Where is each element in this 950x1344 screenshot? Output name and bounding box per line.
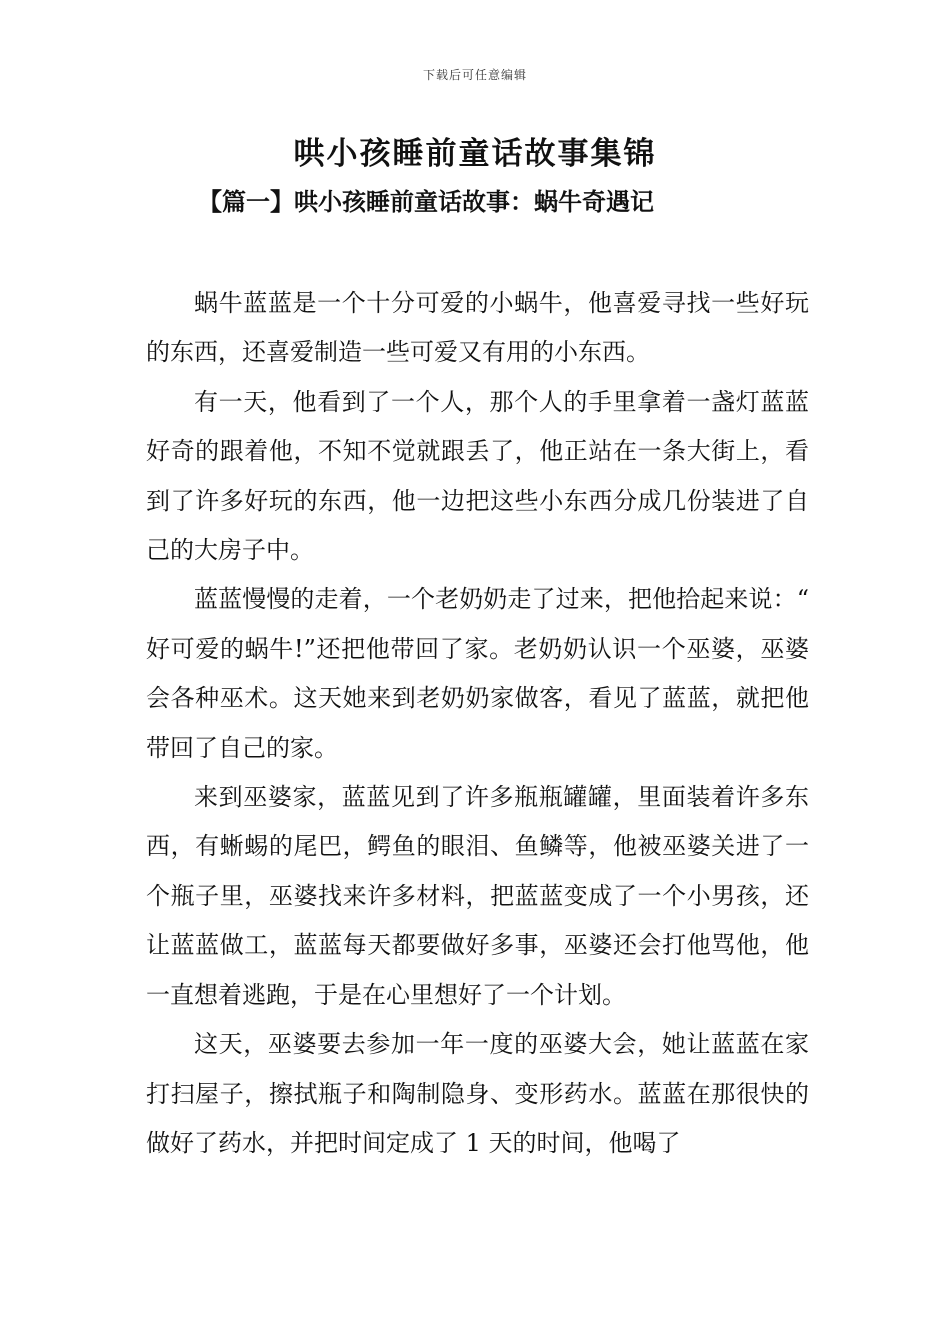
paragraph-4: 来到巫婆家，蓝蓝见到了许多瓶瓶罐罐，里面装着许多东西，有蜥蜴的尾巴，鳄鱼的眼泪、鱼鳞等，他被巫婆关进了一个瓶子里，巫婆找来许多材料，把蓝蓝变成了一个小男孩，还让蓝蓝做工，蓝蓝每天都要做好多事，巫婆还会打他骂他，他一直想着逃跑，于是在心里想好了一个计划。 [146, 783, 809, 1009]
section-heading: 【篇一】哄小孩睡前童话故事：蜗牛奇遇记 [198, 187, 654, 216]
paragraph-3: 蓝蓝慢慢的走着，一个老奶奶走了过来，把他拾起来说：“好可爱的蜗牛!”还把他带回了家。老奶奶认识一个巫婆，巫婆会各种巫术。这天她来到老奶奶家做客，看见了蓝蓝，就把他带回了自己的家。 [146, 585, 809, 762]
document-title: 哄小孩睡前童话故事集锦 [293, 136, 657, 172]
story-body [146, 279, 809, 1168]
header-note: 下载后可任意编辑 [422, 68, 527, 82]
paragraph-1: 蜗牛蓝蓝是一个十分可爱的小蜗牛，他喜爱寻找一些好玩的东西，还喜爱制造一些可爱又有用的小东西。 [146, 289, 809, 367]
paragraph-2: 有一天，他看到了一个人，那个人的手里拿着一盏灯蓝蓝好奇的跟着他，不知不觉就跟丢了，他正站在一条大街上，看到了许多好玩的东西，他一边把这些小东西分成几份装进了自己的大房子中。 [146, 387, 809, 565]
paragraph-5: 这天，巫婆要去参加一年一度的巫婆大会，她让蓝蓝在家打扫屋子，擦拭瓶子和陶制隐身、变形药水。蓝蓝在那很快的做好了药水，并把时间定成了 1 天的时间，他喝了 [146, 1030, 809, 1157]
